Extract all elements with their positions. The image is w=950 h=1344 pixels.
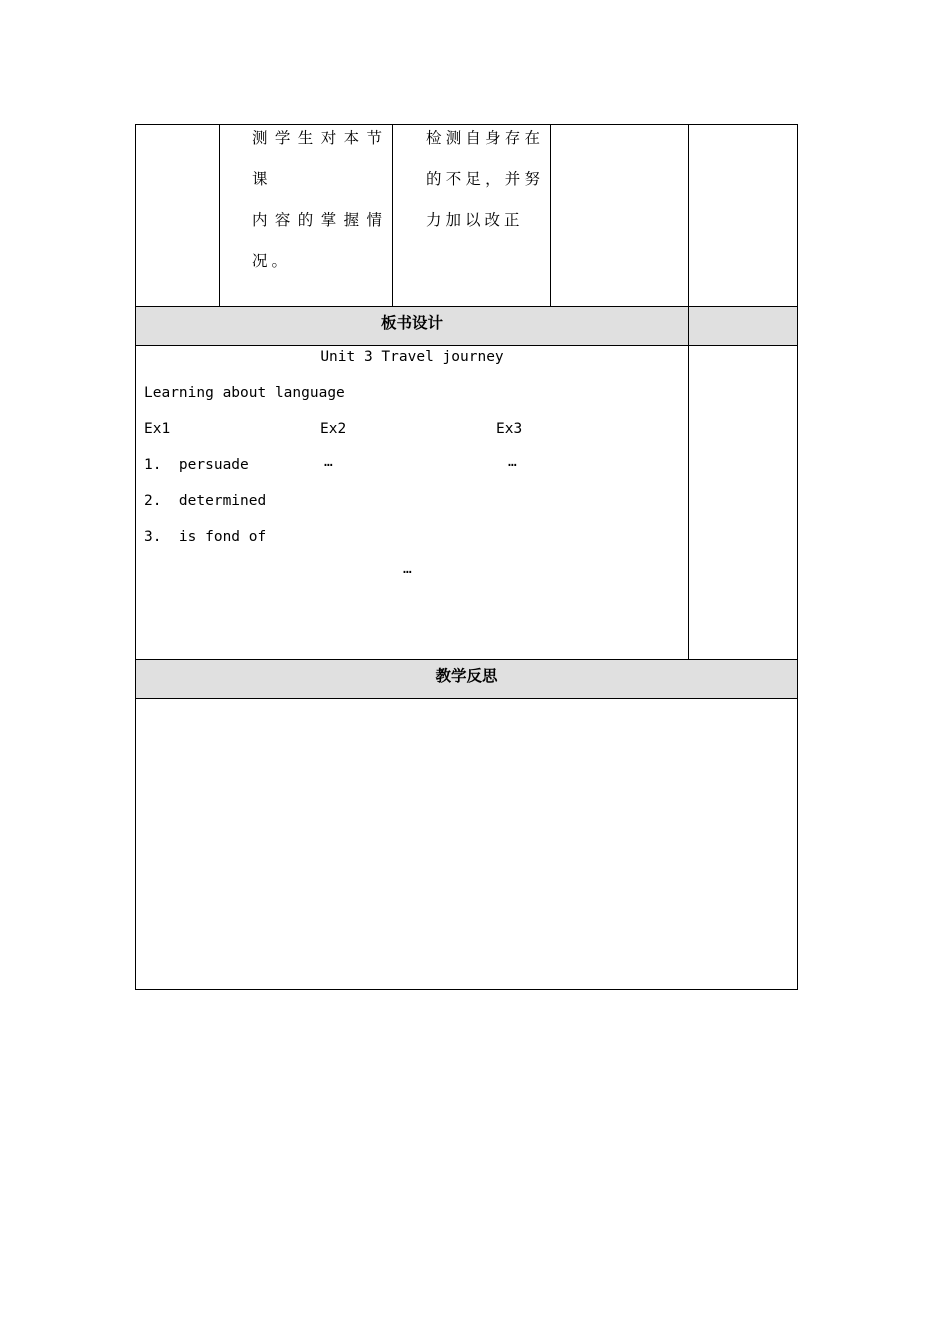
text-line: 测学生对本节课 [252, 129, 386, 188]
student-activity-text [426, 118, 544, 241]
col-divider [688, 125, 689, 659]
row-divider [136, 345, 797, 346]
text-line: 检测自身存在 [426, 129, 544, 147]
text-line: 的不足，并努 [426, 170, 544, 188]
exercise-3-ellipsis: … [508, 454, 517, 470]
col-divider [392, 125, 393, 306]
exercise-2-ellipsis: … [324, 454, 333, 470]
exercise-1-item: 1. persuade [144, 457, 249, 473]
col-divider [219, 125, 220, 306]
board-design-heading: 板书设计 [380, 314, 443, 332]
row-divider [136, 306, 797, 307]
col-divider [550, 125, 551, 306]
exercise-3-label: Ex3 [496, 421, 523, 437]
row-divider [136, 659, 797, 660]
activity-purpose-text [252, 118, 386, 282]
bottom-ellipsis: … [403, 561, 412, 577]
exercise-1-label: Ex1 [144, 421, 171, 437]
exercise-2-label: Ex2 [320, 421, 347, 437]
board-subtitle: Learning about language [144, 385, 345, 401]
exercise-1-item: 2. determined [144, 493, 267, 509]
text-line: 况。 [252, 252, 292, 270]
row-divider [136, 698, 797, 699]
text-line: 内容的掌握情 [252, 211, 386, 229]
reflection-heading: 教学反思 [435, 667, 498, 685]
lesson-plan-table [135, 124, 798, 990]
exercise-1-item: 3. is fond of [144, 529, 267, 545]
unit-title: Unit 3 Travel journey [320, 349, 504, 365]
text-line: 力加以改正 [426, 211, 524, 229]
